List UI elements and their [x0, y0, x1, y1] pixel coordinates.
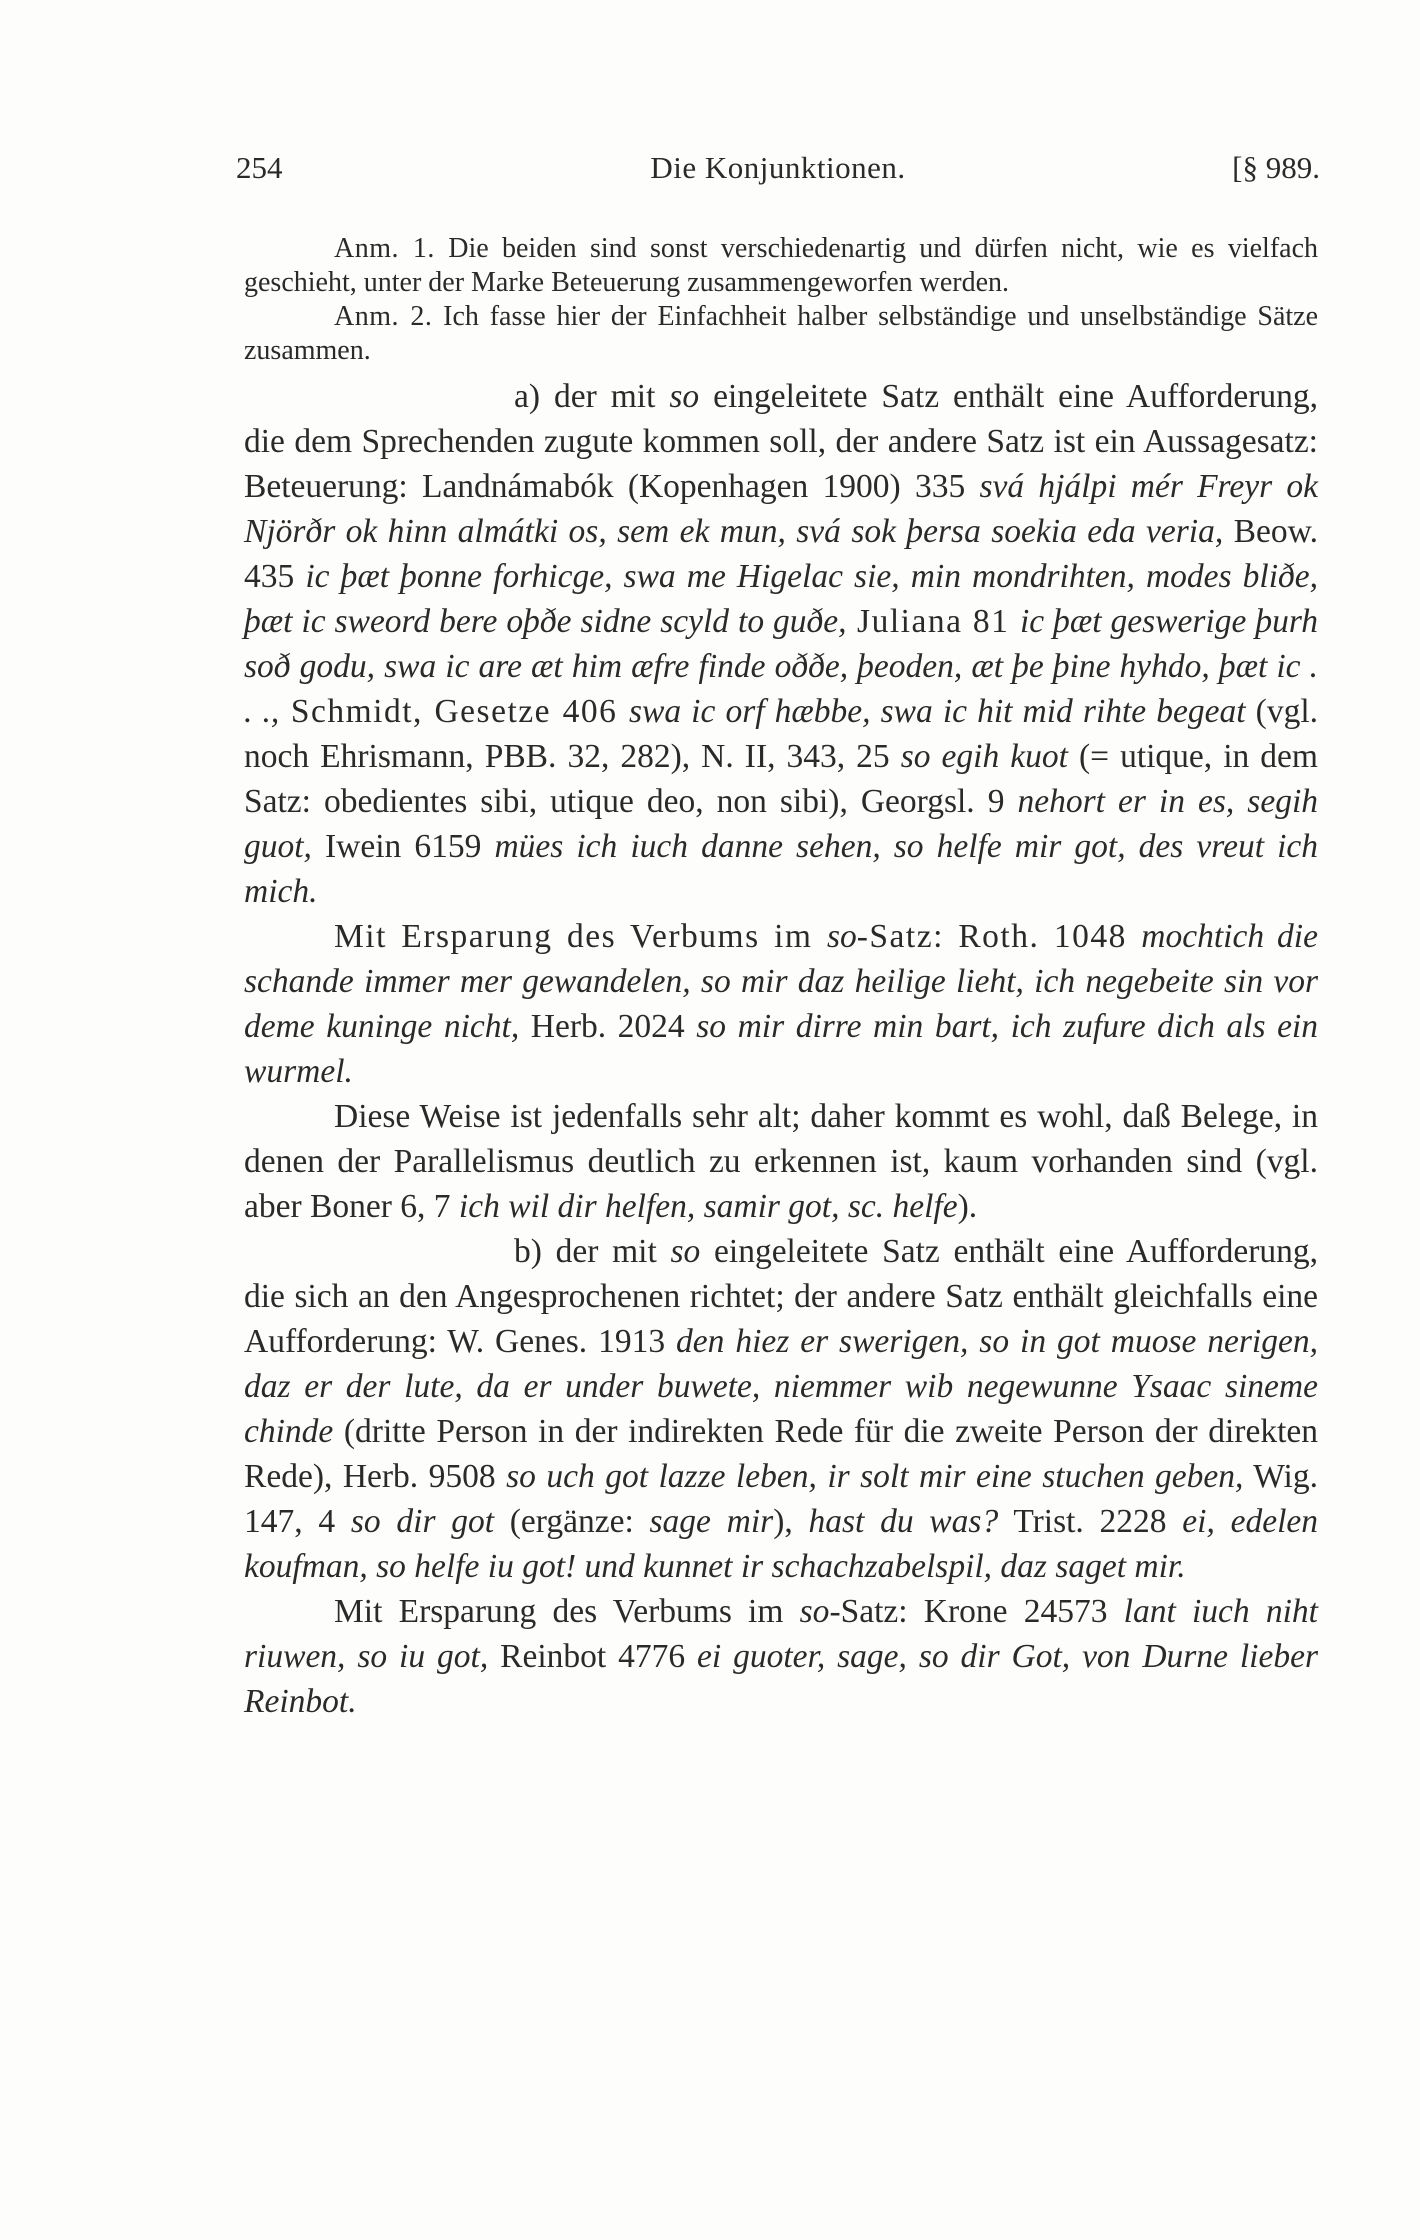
text-run: Herb. 2024	[519, 1008, 697, 1045]
citation-run: den hiez er swerigen, so in got muose nerigen, daz er der lute, da er under buwete, niemmer wib negewunne Ysaac sineme chinde	[244, 1323, 1318, 1450]
text-run: eingeleitete Satz enthält eine Aufforderung, die dem Sprechenden zugute kommen soll, der andere Satz ist ein Aussagesatz: Beteuerung: Landnámabók (Kopenhagen 1900) 335	[244, 378, 1318, 505]
text-run: Trist. 2228	[998, 1503, 1183, 1540]
text-run: b) der mit	[514, 1233, 671, 1270]
text-run: ),	[773, 1503, 809, 1540]
text-run: (= utique, in dem Satz: obedientes sibi, utique deo, non sibi), Georgsl. 9	[244, 738, 1318, 820]
citation-run: so	[799, 1593, 830, 1630]
citation-run: hast du was?	[808, 1503, 999, 1540]
citation-run: nehort er in es, segih guot,	[244, 783, 1319, 865]
citation-run: ei, edelen koufman, so helfe iu got! und kunnet ir schachzabelspil, daz saget mir.	[244, 1503, 1319, 1585]
citation-run: so egih kuot	[900, 738, 1068, 775]
citation-run: so	[669, 378, 700, 415]
page-number: 254	[236, 150, 283, 185]
text-run: Juliana 81	[846, 603, 1020, 640]
text-run: eingeleitete Satz enthält eine Aufforderung, die sich an den Angesprochenen richtet; der andere Satz enthält gleichfalls eine Aufforderung: W. Genes. 1913	[244, 1233, 1318, 1360]
text-run: -Satz: Krone 24573	[829, 1593, 1124, 1630]
citation-run: svá hjálpi mér Freyr ok Njörðr ok hinn almátki os, sem ek mun, svá sok þersa soekia eda veria,	[244, 468, 1318, 550]
citation-run: swa ic orf hæbbe, swa ic hit mid rihte begeat	[628, 693, 1246, 730]
text-run: -Satz: Roth. 1048	[856, 918, 1142, 955]
running-header	[236, 150, 1320, 200]
text-run: ).	[957, 1188, 978, 1225]
citation-run: ei guoter, sage, so dir Got, von Durne lieber Reinbot.	[244, 1638, 1318, 1720]
text-run: Reinbot 4776	[488, 1638, 698, 1675]
section-number: [§ 989.	[1232, 150, 1320, 185]
text-run: Beow. 435	[244, 513, 1318, 595]
citation-run: mües ich iuch danne sehen, so helfe mir got, des vreut ich mich.	[244, 828, 1318, 910]
citation-run: so dir got	[350, 1503, 495, 1540]
text-run: Diese Weise ist jedenfalls sehr alt; daher kommt es wohl, daß Belege, in denen der Parallelismus deutlich zu erkennen ist, kaum vorhanden sind (vgl. aber Boner 6, 7	[244, 1098, 1318, 1225]
text-run: (vgl. noch Ehrismann, PBB. 32, 282), N. II, 343, 25	[244, 693, 1319, 775]
citation-run: mochtich die schande immer mer gewandelen, so mir daz heilige lieht, ich negebeite sin vor deme kuninge nicht,	[244, 918, 1318, 1045]
paragraph-b-ellipsis	[244, 1589, 1318, 1724]
citation-run: ic þæt þonne forhicge, swa me Higelac sie, min mondrihten, modes bliðe, þæt ic sweord bere oþðe sidne scyld to guðe,	[244, 558, 1319, 640]
citation-run: ich wil dir helfen, samir got, sc. helfe	[458, 1188, 958, 1225]
page-title: Die Konjunktionen.	[650, 150, 906, 185]
note-1-label: Anm. 1.	[334, 233, 435, 264]
note-1-text: Die beiden sind sonst verschiedenartig und dürfen nicht, wie es vielfach geschieht, unter der Marke Beteuerung zusammengeworfen werden.	[244, 233, 1319, 298]
paragraph-a-remark	[244, 1094, 1318, 1229]
paragraph-a	[244, 374, 1318, 914]
note-1	[244, 232, 1318, 300]
text-run: Wig. 147, 4	[244, 1458, 1318, 1540]
text-run: Iwein 6159	[311, 828, 495, 865]
citation-run: ic þæt geswerige þurh soð godu, swa ic are æt him æfre finde oððe, þeoden, æt þe þine hyhdo, þæt ic . . .,	[244, 603, 1319, 730]
paragraph-b	[244, 1229, 1318, 1589]
text-run: (ergänze:	[494, 1503, 650, 1540]
text-run: Schmidt, Gesetze 406	[279, 693, 629, 730]
note-2-text: Ich fasse hier der Einfachheit halber selbständige und unselbständige Sätze zusammen.	[244, 301, 1319, 366]
paragraph-a-ellipsis	[244, 914, 1318, 1094]
note-2-label: Anm. 2.	[334, 301, 433, 332]
citation-run: so mir dirre min bart, ich zufure dich als ein wurmel.	[244, 1008, 1318, 1090]
citation-run: so uch got lazze leben, ir solt mir eine stuchen geben,	[506, 1458, 1244, 1495]
citation-run: sage mir	[649, 1503, 774, 1540]
citation-run: so	[826, 918, 857, 955]
note-2	[244, 300, 1318, 368]
text-run: Mit Ersparung des Verbums im	[334, 1593, 800, 1630]
page-body	[244, 232, 1318, 1724]
text-run: Mit Ersparung des Verbums im	[334, 918, 827, 955]
text-run: (dritte Person in der indirekten Rede für die zweite Person der direkten Rede), Herb. 9508	[244, 1413, 1318, 1495]
citation-run: lant iuch niht riuwen, so iu got,	[244, 1593, 1318, 1675]
text-run: a) der mit	[514, 378, 670, 415]
citation-run: so	[670, 1233, 701, 1270]
